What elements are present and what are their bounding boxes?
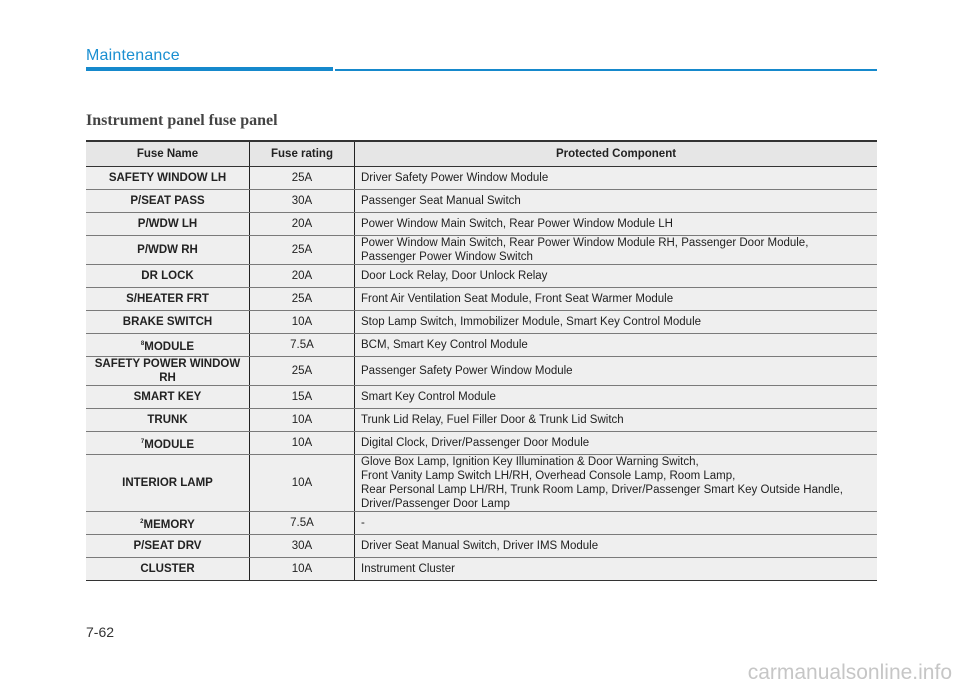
protected-component-cell [355, 432, 878, 455]
table-row [86, 288, 877, 311]
fuse-name: CLUSTER [140, 563, 195, 575]
fuse-name-cell [86, 167, 250, 190]
fuse-name-cell [86, 334, 250, 357]
protected-component-line: Door Lock Relay, Door Unlock Relay [361, 270, 548, 282]
section-title: Maintenance [86, 47, 180, 64]
page-number: 7-62 [86, 624, 115, 640]
table-row [86, 334, 877, 357]
section-rule-thin [335, 69, 877, 71]
fuse-rating-cell: 10A [250, 409, 355, 432]
fuse-name-cell [86, 236, 250, 265]
fuse-name: P/WDW RH [137, 244, 198, 256]
fuse-name-cell [86, 213, 250, 236]
protected-component-cell [355, 512, 878, 535]
header-fuse-name: Fuse Name [86, 141, 250, 167]
table-row [86, 535, 877, 558]
protected-component-cell [355, 311, 878, 334]
protected-component-line: Stop Lamp Switch, Immobilizer Module, Smart Key Control Module [361, 316, 702, 328]
fuse-name-cell [86, 535, 250, 558]
fuse-name-cell [86, 357, 250, 386]
header-fuse-rating: Fuse rating [250, 141, 355, 167]
fuse-name-superscript: 8 [140, 340, 145, 347]
fuse-name-cell [86, 386, 250, 409]
fuse-name: SMART KEY [133, 391, 202, 403]
section-rule-thick [86, 67, 333, 71]
protected-component-cell [355, 455, 878, 512]
fuse-rating-cell: 20A [250, 265, 355, 288]
fuse-name-cell [86, 558, 250, 581]
protected-component-line: Front Air Ventilation Seat Module, Front Seat Warmer Module [361, 293, 674, 305]
protected-component-line: Passenger Power Window Switch [361, 251, 533, 263]
protected-component-line: Front Vanity Lamp Switch LH/RH, Overhead Console Lamp, Room Lamp, [361, 470, 736, 482]
fuse-rating-cell: 25A [250, 357, 355, 386]
table-row [86, 409, 877, 432]
fuse-name: P/WDW LH [137, 218, 198, 230]
table-row [86, 357, 877, 386]
protected-component-line: Digital Clock, Driver/Passenger Door Module [361, 437, 590, 449]
fuse-rating-cell: 25A [250, 288, 355, 311]
fuse-name: DR LOCK [141, 270, 194, 282]
fuse-name-cell [86, 432, 250, 455]
protected-component-cell [355, 386, 878, 409]
fuse-name-cell [86, 512, 250, 535]
table-row [86, 386, 877, 409]
fuse-name-cell [86, 288, 250, 311]
fuse-name-cell [86, 265, 250, 288]
page-heading: Instrument panel fuse panel [86, 112, 278, 129]
table-row [86, 213, 877, 236]
fuse-rating-cell: 10A [250, 432, 355, 455]
protected-component-line: Passenger Seat Manual Switch [361, 195, 521, 207]
fuse-rating-cell: 10A [250, 558, 355, 581]
protected-component-line: BCM, Smart Key Control Module [361, 339, 528, 351]
fuse-rating-cell: 7.5A [250, 512, 355, 535]
fuse-name: MODULE [144, 340, 195, 353]
fuse-rating-cell: 30A [250, 535, 355, 558]
fuse-name-line: SAFETY POWER WINDOW [94, 358, 241, 370]
fuse-rating-cell: 7.5A [250, 334, 355, 357]
table-row [86, 265, 877, 288]
table-header-row [86, 141, 877, 167]
fuse-rating-cell: 30A [250, 190, 355, 213]
protected-component-line: Power Window Main Switch, Rear Power Window Module RH, Passenger Door Module, [361, 237, 809, 249]
fuse-name: MEMORY [143, 518, 195, 531]
fuse-table [86, 140, 877, 581]
table-row [86, 558, 877, 581]
fuse-name-cell [86, 455, 250, 512]
protected-component-cell [355, 167, 878, 190]
protected-component-cell [355, 288, 878, 311]
fuse-rating-cell: 20A [250, 213, 355, 236]
protected-component-cell [355, 236, 878, 265]
fuse-name-cell [86, 311, 250, 334]
protected-component-line: Passenger Safety Power Window Module [361, 365, 573, 377]
protected-component-line: Driver Safety Power Window Module [361, 172, 549, 184]
protected-component-line: Power Window Main Switch, Rear Power Window Module LH [361, 218, 673, 230]
header-protected-component: Protected Component [355, 141, 878, 167]
table-row [86, 167, 877, 190]
protected-component-line: Driver Seat Manual Switch, Driver IMS Module [361, 540, 599, 552]
fuse-name: SAFETY WINDOW LH [108, 172, 227, 184]
fuse-rating-cell: 15A [250, 386, 355, 409]
fuse-name: TRUNK [147, 414, 188, 426]
fuse-name-superscript: 7 [140, 438, 145, 445]
protected-component-cell [355, 190, 878, 213]
fuse-rating-cell: 10A [250, 311, 355, 334]
fuse-name: MODULE [144, 438, 195, 451]
fuse-name: BRAKE SWITCH [122, 316, 213, 328]
table-row [86, 190, 877, 213]
protected-component-cell [355, 265, 878, 288]
fuse-name-superscript: 2 [140, 518, 144, 525]
table-row [86, 236, 877, 265]
protected-component-line: Driver/Passenger Door Lamp [361, 498, 510, 510]
table-row [86, 455, 877, 512]
watermark: carmanualsonline.info [747, 661, 952, 684]
fuse-name: P/SEAT PASS [130, 195, 205, 207]
table-row [86, 311, 877, 334]
protected-component-line: Rear Personal Lamp LH/RH, Trunk Room Lamp, Driver/Passenger Smart Key Outside Handle, [361, 484, 843, 496]
fuse-name: P/SEAT DRV [133, 540, 202, 552]
fuse-name-cell [86, 409, 250, 432]
protected-component-cell [355, 535, 878, 558]
fuse-rating-cell: 25A [250, 167, 355, 190]
protected-component-cell [355, 213, 878, 236]
fuse-name: INTERIOR LAMP [122, 477, 213, 489]
fuse-name-line: RH [159, 372, 176, 384]
protected-component-line: Smart Key Control Module [361, 391, 496, 403]
protected-component-cell [355, 334, 878, 357]
table-body [86, 167, 877, 581]
fuse-rating-cell: 25A [250, 236, 355, 265]
fuse-name: S/HEATER FRT [126, 293, 209, 305]
protected-component-cell [355, 357, 878, 386]
table-row [86, 432, 877, 455]
protected-component-line: Trunk Lid Relay, Fuel Filler Door & Trunk Lid Switch [361, 414, 624, 426]
protected-component-line: Instrument Cluster [361, 563, 455, 575]
fuse-rating-cell: 10A [250, 455, 355, 512]
protected-component-line: Glove Box Lamp, Ignition Key Illumination & Door Warning Switch, [361, 456, 699, 468]
fuse-name-cell [86, 190, 250, 213]
protected-component-cell [355, 558, 878, 581]
table-row [86, 512, 877, 535]
protected-component-line: - [361, 517, 365, 529]
protected-component-cell [355, 409, 878, 432]
